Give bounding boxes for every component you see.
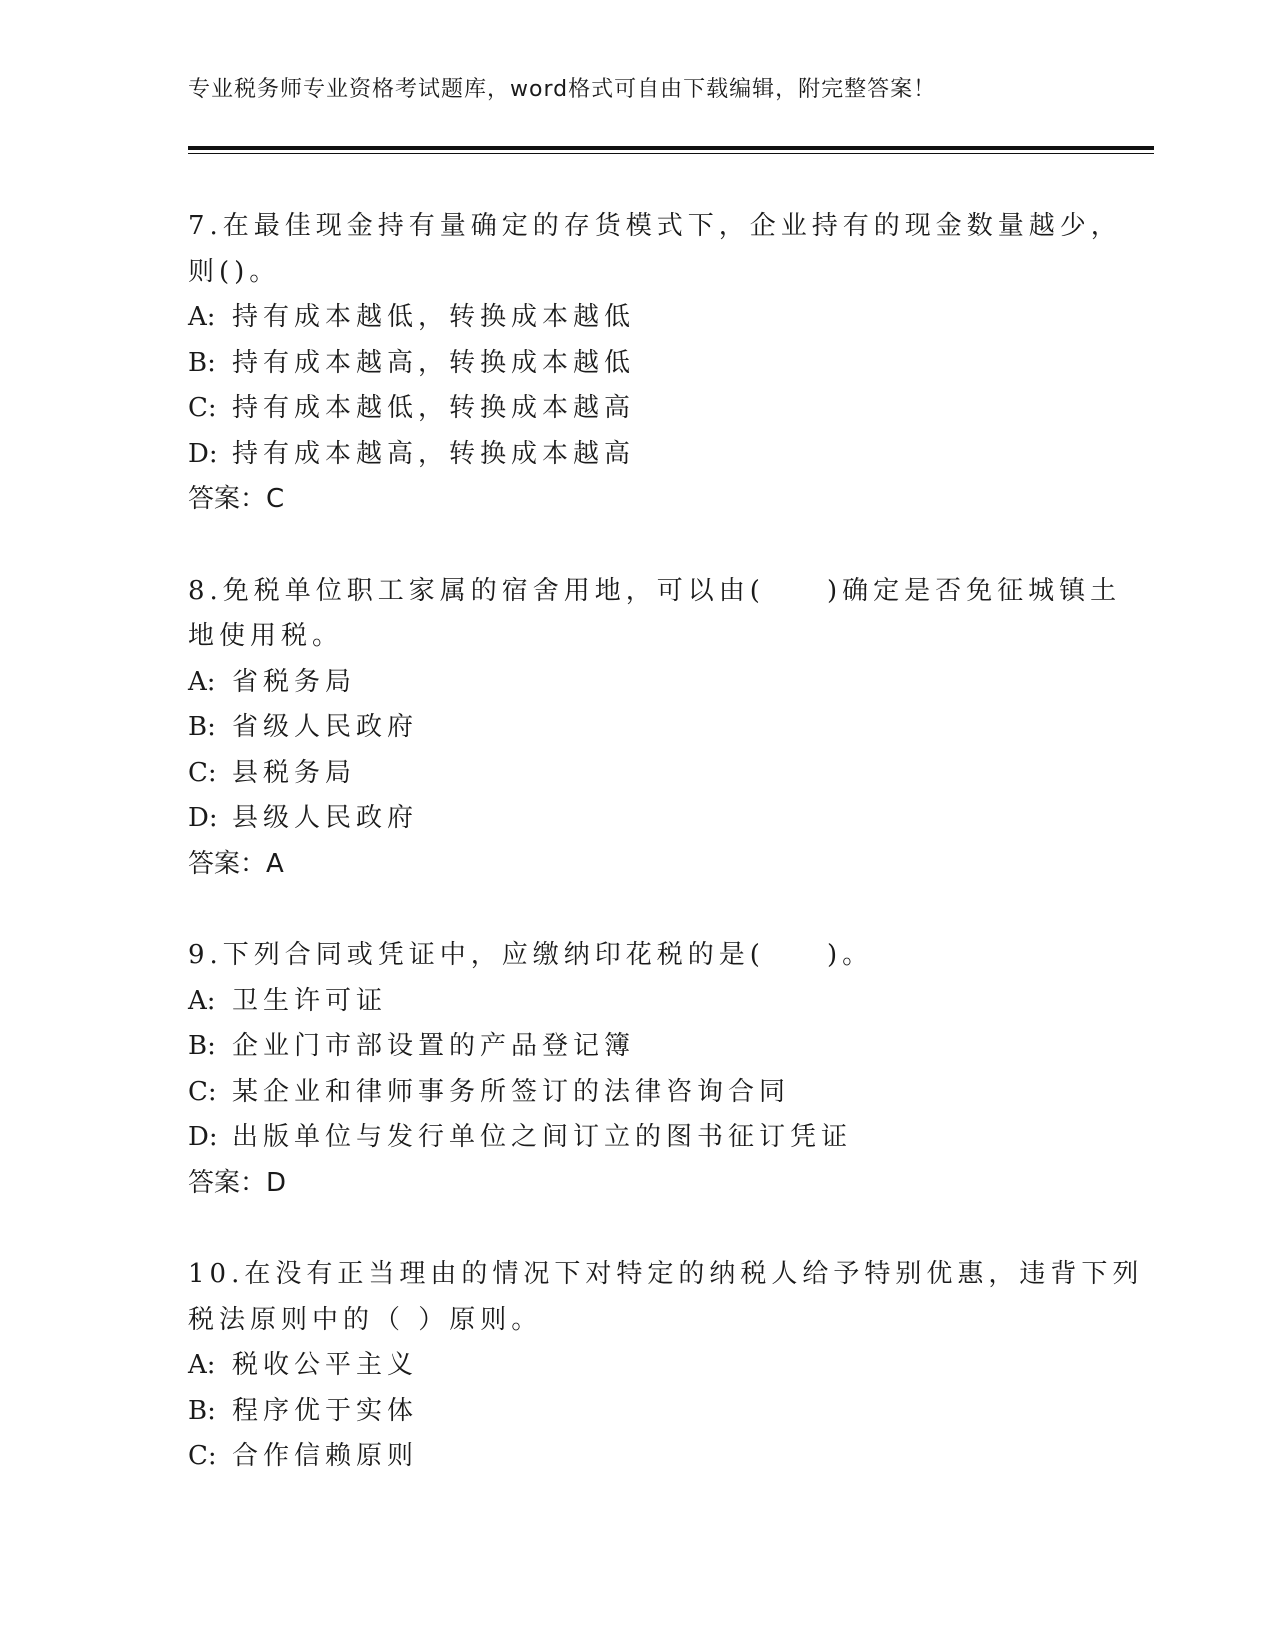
option-text: 县税务局 (232, 757, 357, 788)
option-letter: C: (188, 393, 217, 423)
option-b (188, 341, 1088, 387)
option-letter: A: (188, 1350, 216, 1380)
option-c (188, 1070, 1088, 1116)
option-text: 合作信赖原则 (232, 1441, 419, 1471)
option-text: 程序优于实体 (232, 1395, 419, 1426)
option-b (188, 1389, 1088, 1435)
option-text: 省级人民政府 (232, 712, 419, 742)
option-a (188, 1343, 1088, 1389)
header-rule-thin (188, 153, 1154, 154)
option-d (188, 1115, 1088, 1161)
question-text-line: 9.下列合同或凭证中，应缴纳印花税的是( )。 (188, 940, 874, 970)
question-text-line: 税法原则中的（ ）原则。 (188, 1304, 543, 1335)
option-text: 省税务局 (232, 666, 357, 697)
option-letter: D: (188, 438, 218, 469)
question-7 (188, 204, 1122, 523)
option-text: 企业门市部设置的产品登记簿 (232, 1031, 636, 1061)
option-letter: D: (188, 803, 218, 833)
option-c (188, 386, 1088, 432)
option-b (188, 1024, 1088, 1070)
option-b (188, 705, 1088, 751)
option-letter: B: (188, 347, 216, 378)
option-text: 持有成本越低，转换成本越高 (232, 393, 636, 423)
header-rule-thick (188, 146, 1154, 150)
option-text: 某企业和律师事务所签订的法律咨询合同 (232, 1076, 791, 1107)
answer-line: 答案：C (188, 484, 285, 514)
option-letter: C: (188, 757, 217, 788)
question-9 (188, 933, 1088, 1206)
question-text-line: 地使用税。 (188, 621, 344, 651)
option-text: 出版单位与发行单位之间订立的图书征订凭证 (232, 1122, 853, 1152)
option-a (188, 295, 1088, 341)
option-text: 持有成本越低，转换成本越低 (232, 302, 636, 332)
option-text: 县级人民政府 (232, 803, 419, 833)
question-list (188, 204, 1144, 1480)
option-letter: A: (188, 985, 216, 1016)
option-letter: B: (188, 1395, 216, 1426)
option-letter: B: (188, 712, 216, 742)
option-letter: A: (188, 302, 216, 332)
option-text: 税收公平主义 (232, 1350, 419, 1380)
option-a (188, 660, 1088, 706)
option-letter: A: (188, 666, 216, 697)
option-letter: B: (188, 1031, 216, 1061)
option-c (188, 1434, 1088, 1480)
option-text: 持有成本越高，转换成本越低 (232, 347, 636, 378)
option-text: 持有成本越高，转换成本越高 (232, 438, 636, 469)
question-10 (188, 1252, 1144, 1480)
answer-line: 答案：A (188, 848, 284, 879)
question-text-line: 7.在最佳现金持有量确定的存货模式下，企业持有的现金数量越少， (188, 211, 1122, 241)
option-letter: D: (188, 1122, 218, 1152)
question-text-line: 8.免税单位职工家属的宿舍用地，可以由( )确定是否免征城镇土 (188, 575, 1122, 606)
option-c (188, 751, 1088, 797)
page-header: 专业税务师专业资格考试题库，word格式可自由下载编辑，附完整答案！ (188, 77, 937, 102)
option-a (188, 979, 1088, 1025)
question-text-line: 10.在没有正当理由的情况下对特定的纳税人给予特别优惠，违背下列 (188, 1259, 1144, 1289)
question-text-line: 则()。 (188, 256, 281, 287)
option-text: 卫生许可证 (232, 985, 388, 1016)
option-letter: C: (188, 1076, 217, 1107)
question-8 (188, 569, 1122, 888)
option-d (188, 796, 1088, 842)
answer-line: 答案：D (188, 1167, 287, 1198)
option-d (188, 432, 1088, 478)
option-letter: C: (188, 1441, 217, 1471)
